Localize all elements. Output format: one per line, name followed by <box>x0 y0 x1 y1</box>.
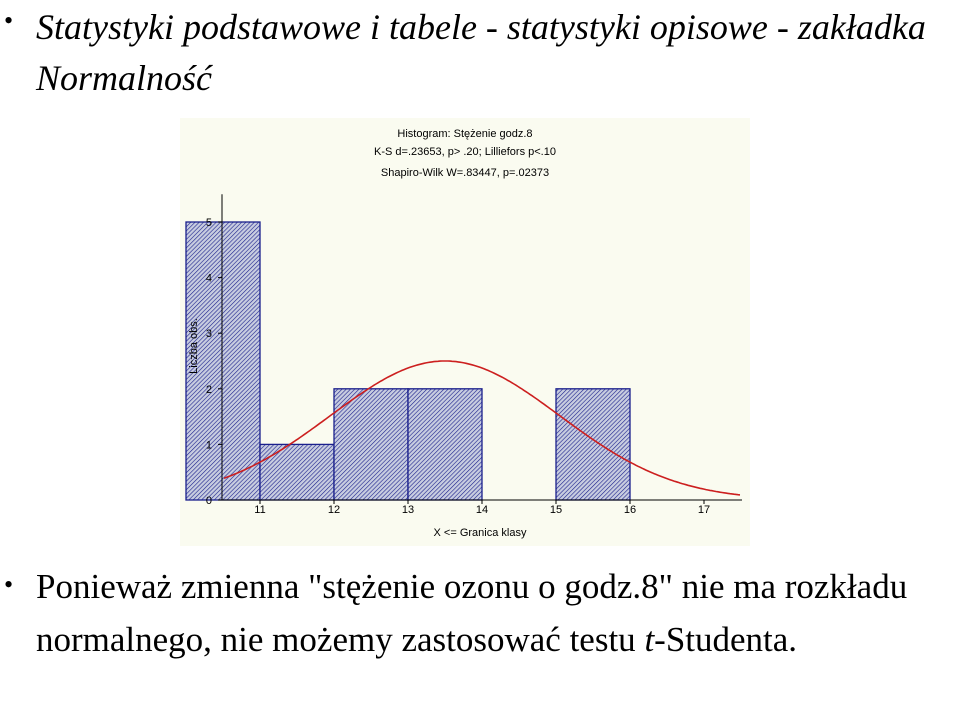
conclusion-text-italic-t: t <box>644 620 655 659</box>
bullet-icon: • <box>4 570 14 599</box>
x-tick-label-5: 16 <box>623 504 637 516</box>
x-tick-label-0: 11 <box>254 504 266 516</box>
y-tick-label-2: 2 <box>205 383 212 396</box>
bullet-icon: • <box>4 6 14 35</box>
slide-title: Statystyki podstawowe i tabele - statystyki opisowe - zakładka Normalność <box>36 7 926 98</box>
conclusion-text-part-1: Ponieważ zmienna "stężenie ozonu o godz.8" nie ma rozkładu normalnego, nie możemy zastosować testu <box>36 567 908 659</box>
chart-title-line-3: Shapiro-Wilk W=.83447, p=.02373 <box>380 167 550 179</box>
histogram-bar-3 <box>408 389 482 500</box>
y-axis-label: Liczba obs. <box>188 318 200 374</box>
y-tick-label-1: 1 <box>205 439 212 452</box>
conclusion-text-part-2: -Studenta. <box>654 620 798 659</box>
histogram-svg <box>180 118 750 546</box>
x-tick-label-6: 17 <box>697 504 711 516</box>
chart-title-line-1: Histogram: Stężenie godz.8 <box>397 128 533 140</box>
bars-layer <box>186 222 630 500</box>
x-tick-label-2: 13 <box>401 504 415 516</box>
histogram-bar-1 <box>260 444 334 500</box>
y-tick-label-3: 3 <box>205 328 212 341</box>
y-tick-label-0: 0 <box>205 495 212 507</box>
histogram-chart <box>180 118 750 546</box>
y-tick-label-4: 4 <box>205 272 212 285</box>
chart-title-line-2: K-S d=.23653, p> .20; Lilliefors p<.10 <box>374 146 556 158</box>
x-tick-label-3: 14 <box>475 504 489 516</box>
x-tick-label-4: 15 <box>549 504 563 516</box>
x-axis-label: X <= Granica klasy <box>433 527 527 539</box>
conclusion-text <box>36 560 956 666</box>
x-tick-label-1: 12 <box>327 504 341 516</box>
y-tick-label-5: 5 <box>205 217 212 229</box>
histogram-bar-5 <box>556 389 630 500</box>
